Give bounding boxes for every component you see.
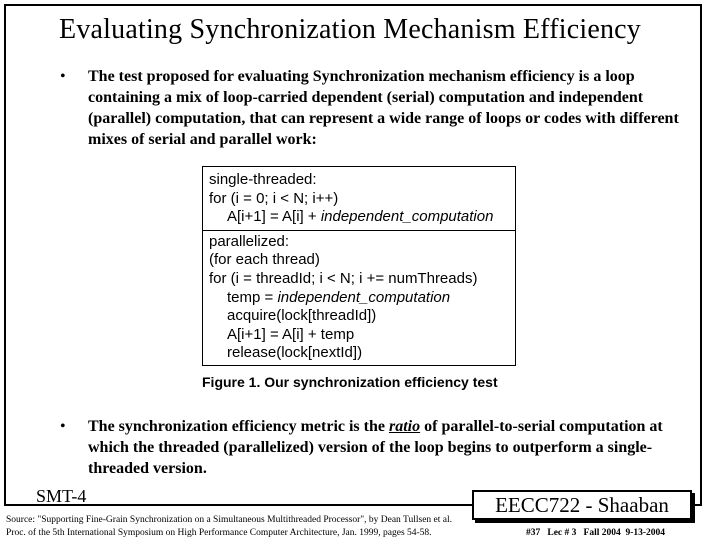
code-line-header: single-threaded: [209, 171, 317, 188]
bullet-text-after: of parallel-to-serial computation at which the threaded (parallelized) version of the loop begins to outperform a single-threaded version. [88, 418, 663, 477]
code-line-release: release(lock[nextId]) [227, 344, 363, 362]
code-line-acquire: acquire(lock[threadId]) [227, 307, 377, 325]
code-temp-italic: independent_computation [277, 288, 451, 306]
bullet-text-before: The synchronization efficiency metric is the [88, 418, 389, 435]
bullet-text: The test proposed for evaluating Synchronization mechanism efficiency is a loop containing a mix of loop-carried dependent (serial) computation and independent (parallel) computation, that can represent a wide range of loops or codes with different mixes of serial and parallel work: [88, 68, 679, 148]
code-figure [202, 166, 518, 392]
code-line-body [209, 208, 515, 227]
code-body-italic: independent_computation [320, 208, 494, 226]
code-body-prefix: A[i+1] = A[i] + [227, 208, 321, 226]
code-line-loop: for (i = 0; i < N; i++) [209, 189, 339, 207]
code-line-update: A[i+1] = A[i] + temp [227, 325, 355, 343]
bullet-item-efficiency-metric [60, 416, 688, 479]
source-citation [6, 514, 476, 540]
parallelized-section [203, 231, 515, 363]
source-line-1: Source: "Supporting Fine-Grain Synchronization on a Simultaneous Multithreaded Processor", by Dean Tullsen et al. [6, 515, 453, 525]
course-code: SMT-4 [36, 486, 87, 506]
single-threaded-section [203, 167, 515, 231]
code-listing [202, 166, 516, 366]
figure-caption: Figure 1. Our synchronization efficiency test [202, 374, 498, 390]
code-line-header: parallelized: [209, 232, 290, 250]
code-line-per-thread: (for each thread) [209, 251, 320, 269]
slide-meta: #37 Lec # 3 Fall 2004 9-13-2004 [526, 528, 666, 538]
course-brand-badge: EECC722 - Shaaban [472, 490, 692, 520]
bullet-item-test-description [60, 66, 688, 150]
bullet-emphasis-ratio: ratio [388, 418, 421, 435]
source-line-2: Proc. of the 5th International Symposium on High Performance Computer Architecture, Jan. 1999, pages 54-58. [6, 528, 432, 538]
code-line-loop: for (i = threadId; i < N; i += numThreads) [209, 269, 478, 287]
bullet-dot: • [60, 418, 66, 435]
bullet-dot: • [60, 68, 66, 85]
code-temp-prefix: temp = [227, 288, 278, 306]
code-line-temp [209, 289, 515, 308]
slide-title: Evaluating Synchronization Mechanism Efficiency [59, 14, 641, 45]
